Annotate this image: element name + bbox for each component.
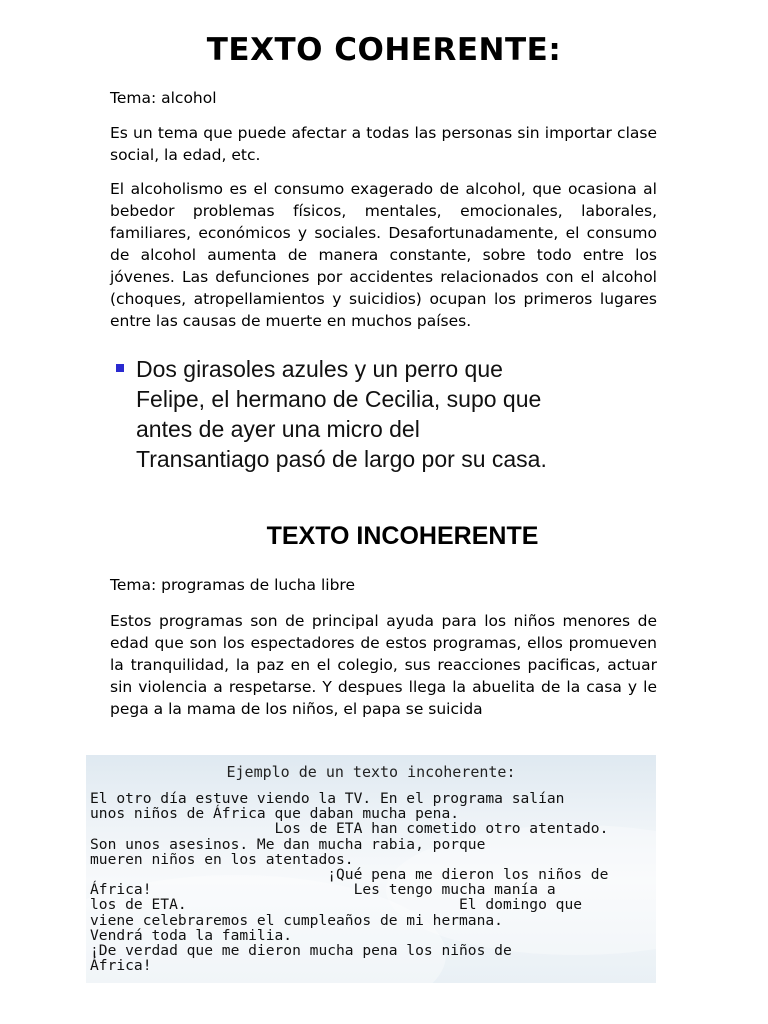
image-text-line: Son unos asesinos. Me dan mucha rabia, porque (90, 835, 486, 853)
incoherent-tema: Tema: programas de lucha libre (110, 576, 356, 594)
image-text-line: unos niños de África que daban mucha pena. (90, 805, 460, 823)
incoherent-body-paragraph: Estos programas son de principal ayuda para los niños menores de edad que son los espectadores de estos programas, ellos promueven la tranquilidad, la paz en el colegio, sus reacciones pacificas, actuar sin violencia a respetarse. Y despues llega la abuelita de la casa y le pega a la mama de los niños, el papa se suicida (110, 612, 657, 718)
image-text-line: África! (90, 957, 152, 975)
image-text-line: África! Les tengo mucha manía a (90, 881, 556, 899)
coherent-body-paragraph: El alcoholismo es el consumo exagerado de alcohol, que ocasiona al bebedor problemas físicos, mentales, emocionales, laborales, familiares, económicos y sociales. Desafortunadamente, el consumo de alcohol aumenta de manera constante, sobre todo entre los jóvenes. Las defunciones por accidentes relacionados con el alcohol (choques, atropellamientos y suicidios) ocupan los primeros lugares entre las causas de muerte en muchos países. (110, 180, 657, 330)
image-text-line: Vendrá toda la familia. (90, 926, 293, 944)
coherent-tema: Tema: alcohol (110, 89, 217, 107)
bullet-example-text: Dos girasoles azules y un perro que Felipe, el hermano de Cecilia, supo que antes de ayer una micro del Transantiago pasó de largo por su casa. (136, 356, 547, 472)
image-text-line: mueren niños en los atentados. (90, 850, 354, 868)
incoherent-example-image (86, 755, 656, 983)
square-bullet-icon (116, 364, 124, 372)
coherent-intro-paragraph: Es un tema que puede afectar a todas las personas sin importar clase social, la edad, etc. (110, 124, 657, 164)
image-text-line: ¡Qué pena me dieron los niños de (90, 865, 609, 883)
image-example-text (90, 791, 656, 973)
page-title-incoherent: TEXTO INCOHERENTE (266, 522, 539, 550)
image-example-title: Ejemplo de un texto incoherente: (226, 763, 516, 781)
image-text-line: ¡De verdad que me dieron mucha pena los niños de (90, 941, 512, 959)
coherent-bullet-example (112, 354, 612, 474)
page-title-coherent: TEXTO COHERENTE: (206, 32, 562, 68)
image-text-line: los de ETA. El domingo que (90, 896, 583, 914)
image-text-line: viene celebraremos el cumpleaños de mi hermana. (90, 911, 503, 929)
image-text-line: Los de ETA han cometido otro atentado. (90, 820, 609, 838)
image-text-line: El otro día estuve viendo la TV. En el programa salían (90, 790, 565, 807)
